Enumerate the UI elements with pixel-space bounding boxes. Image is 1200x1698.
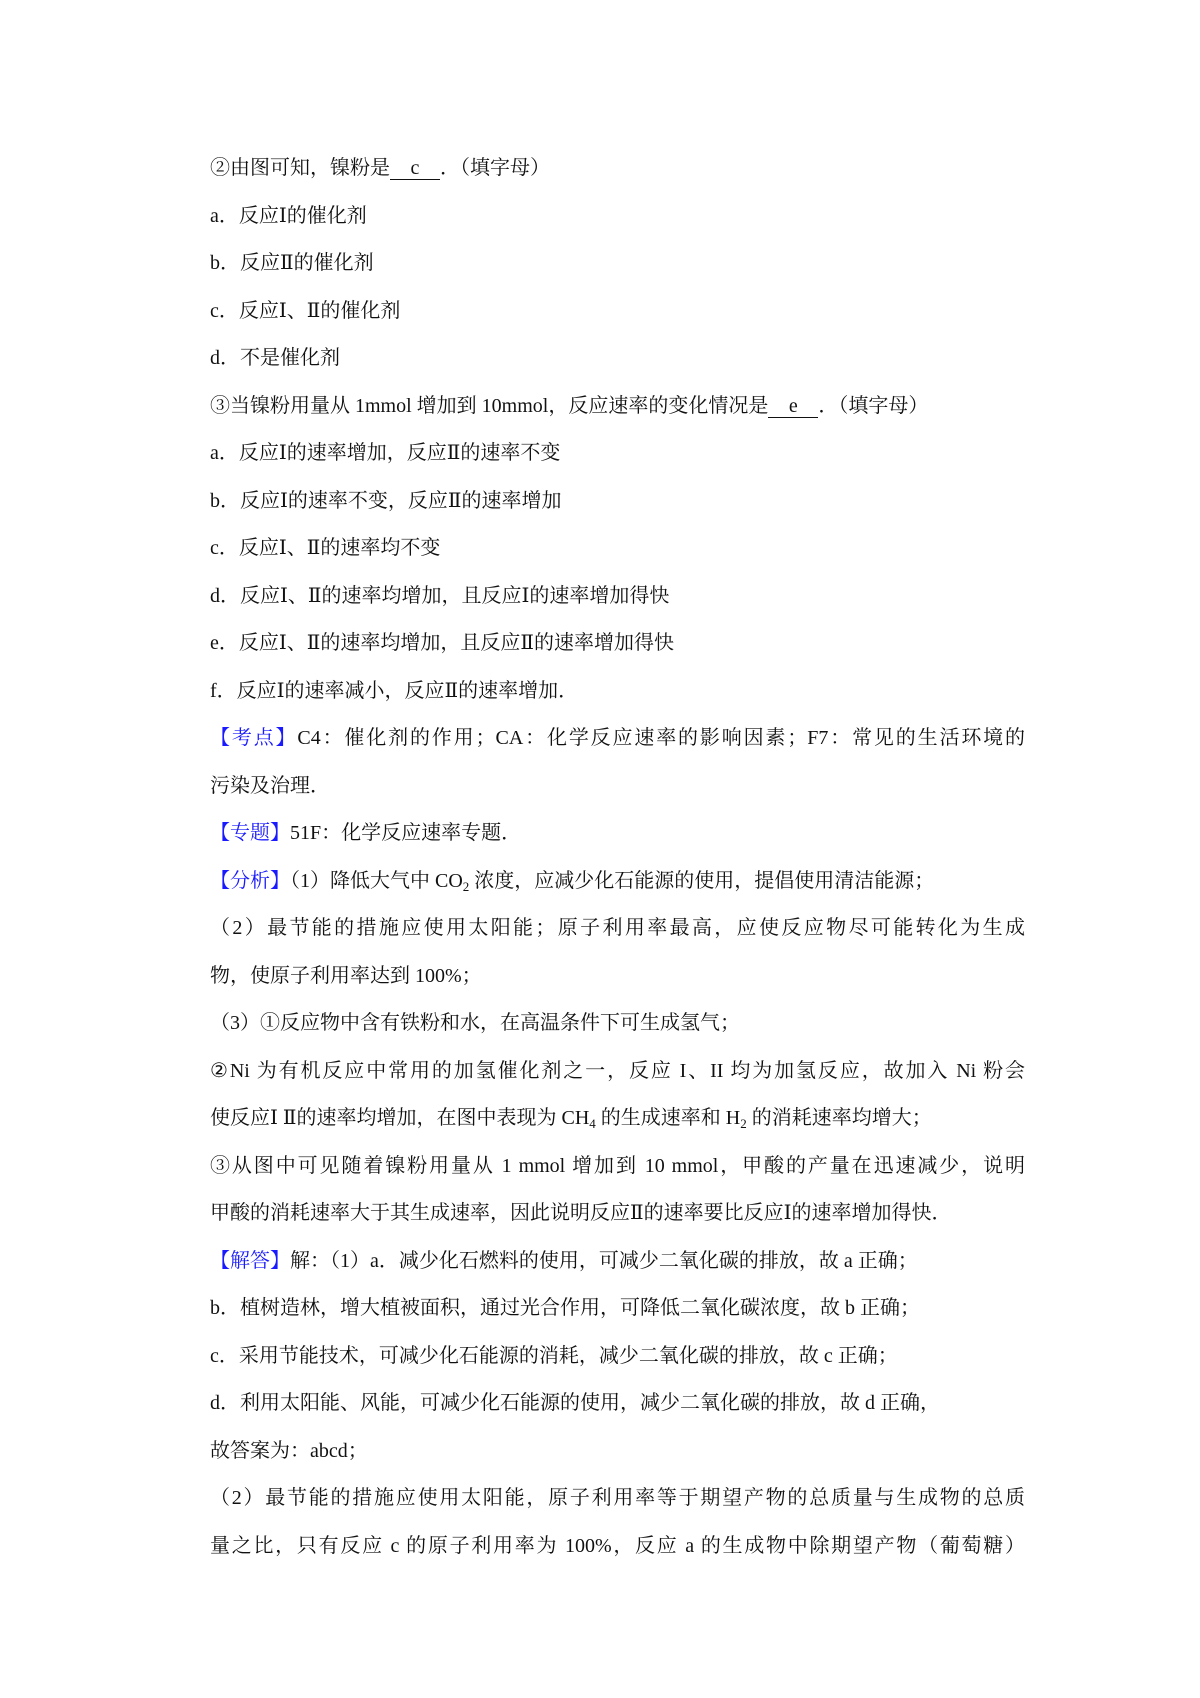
text-segment: C4：催化剂的作用；CA：化学反应速率的影响因素；F7：常见的生活环境的 [297, 727, 1025, 749]
text-segment: c．反应Ⅰ、Ⅱ的速率均不变 [210, 537, 441, 559]
text-segment: 甲酸的消耗速率大于其生成速率，因此说明反应Ⅱ的速率要比反应Ⅰ的速率增加得快． [210, 1202, 952, 1224]
answer-blank: c [390, 157, 440, 180]
text-segment: 污染及治理． [210, 774, 330, 797]
text-segment: ②由图可知，镍粉是 [210, 157, 390, 179]
text-segment: ．（填字母） [818, 394, 929, 417]
text-segment: ②Ni 为有机反应中常用的加氢催化剂之一，反应 I、II 均为加氢反应，故加入 Ni 粉会 [210, 1059, 1025, 1082]
subscript: 4 [589, 1116, 596, 1131]
text-segment: d．不是催化剂 [210, 347, 340, 369]
subscript: 2 [740, 1116, 747, 1131]
subscript: 2 [462, 878, 470, 894]
text-segment: 使反应Ⅰ Ⅱ的速率均增加，在图中表现为 CH [210, 1107, 590, 1129]
text-line [210, 905, 1025, 953]
text-line [210, 288, 1025, 336]
text-segment: b．反应Ⅰ的速率不变，反应Ⅱ的速率增加 [210, 489, 562, 512]
text-segment: ③从图中可见随着镍粉用量从 1 mmol 增加到 10 mmol，甲酸的产量在迅速减少，说明 [210, 1154, 1025, 1177]
text-line [210, 573, 1025, 621]
text-line [210, 620, 1025, 668]
text-line [210, 335, 1025, 383]
text-line [210, 1285, 1025, 1333]
text-line [210, 145, 1025, 193]
section-tag: 【解答】 [210, 1249, 290, 1272]
text-line [210, 1143, 1025, 1191]
text-segment: （3）①反应物中含有铁粉和水，在高温条件下可生成氢气； [210, 1012, 740, 1034]
text-segment: b．反应Ⅱ的催化剂 [210, 252, 374, 274]
text-segment: 解：（1）a．减少化石燃料的使用，可减少二氧化碳的排放，故 a 正确； [290, 1249, 918, 1272]
text-line [210, 1475, 1025, 1523]
text-segment: a．反应Ⅰ的速率增加，反应Ⅱ的速率不变 [210, 442, 561, 464]
text-segment: 量之比，只有反应 c 的原子利用率为 100%，反应 a 的生成物中除期望产物（葡萄糖） [210, 1534, 1025, 1557]
text-segment: d．反应Ⅰ、Ⅱ的速率均增加，且反应Ⅰ的速率增加得快 [210, 584, 670, 607]
text-segment: 的消耗速率均增大； [746, 1107, 932, 1129]
text-line [210, 1190, 1025, 1238]
text-segment: 故答案为：abcd； [210, 1439, 368, 1462]
text-line [210, 1333, 1025, 1381]
text-segment: 51F：化学反应速率专题． [290, 822, 522, 844]
section-tag: 【考点】 [210, 727, 298, 749]
text-segment: （1）降低大气中 CO [290, 869, 463, 892]
text-segment: a．反应Ⅰ的催化剂 [210, 204, 367, 227]
text-segment: f．反应Ⅰ的速率减小，反应Ⅱ的速率增加． [210, 679, 579, 702]
text-segment: 的生成速率和 H [595, 1107, 741, 1129]
text-line [210, 430, 1025, 478]
text-segment: d．利用太阳能、风能，可减少化石能源的使用，减少二氧化碳的排放，故 d 正确， [210, 1392, 940, 1414]
text-line [210, 1380, 1025, 1428]
text-line [210, 525, 1025, 573]
text-line [210, 953, 1025, 1001]
text-line [210, 1428, 1025, 1476]
text-line [210, 1238, 1025, 1286]
text-line [210, 478, 1025, 526]
text-line [210, 1523, 1025, 1571]
section-tag: 【专题】 [210, 822, 290, 844]
text-segment: c．采用节能技术，可减少化石能源的消耗，减少二氧化碳的排放，故 c 正确； [210, 1344, 898, 1367]
text-segment: ③当镍粉用量从 1mmol 增加到 10mmol，反应速率的变化情况是 [210, 394, 769, 417]
section-tag: 【分析】 [210, 869, 290, 892]
text-line [210, 240, 1025, 288]
text-segment: ．（填字母） [440, 157, 550, 179]
text-line [210, 1048, 1025, 1096]
text-segment: c．反应Ⅰ、Ⅱ的催化剂 [210, 299, 401, 322]
text-line [210, 858, 1025, 906]
text-line [210, 763, 1025, 811]
text-segment: （2）最节能的措施应使用太阳能；原子利用率最高，应使反应物尽可能转化为生成 [210, 917, 1025, 939]
text-line [210, 668, 1025, 716]
text-segment: （2）最节能的措施应使用太阳能，原子利用率等于期望产物的总质量与生成物的总质 [210, 1487, 1025, 1509]
text-segment: b．植树造林，增大植被面积，通过光合作用，可降低二氧化碳浓度，故 b 正确； [210, 1297, 920, 1319]
text-segment: e．反应Ⅰ、Ⅱ的速率均增加，且反应Ⅱ的速率增加得快 [210, 632, 674, 654]
text-line [210, 193, 1025, 241]
text-segment: 浓度，应减少化石能源的使用，提倡使用清洁能源； [469, 869, 935, 892]
text-segment: 物，使原子利用率达到 100%； [210, 964, 482, 987]
text-line [210, 1095, 1025, 1143]
answer-blank: e [768, 395, 818, 418]
text-line [210, 383, 1025, 431]
text-line [210, 715, 1025, 763]
text-line [210, 1000, 1025, 1048]
document-body [210, 145, 1025, 1570]
text-line [210, 810, 1025, 858]
